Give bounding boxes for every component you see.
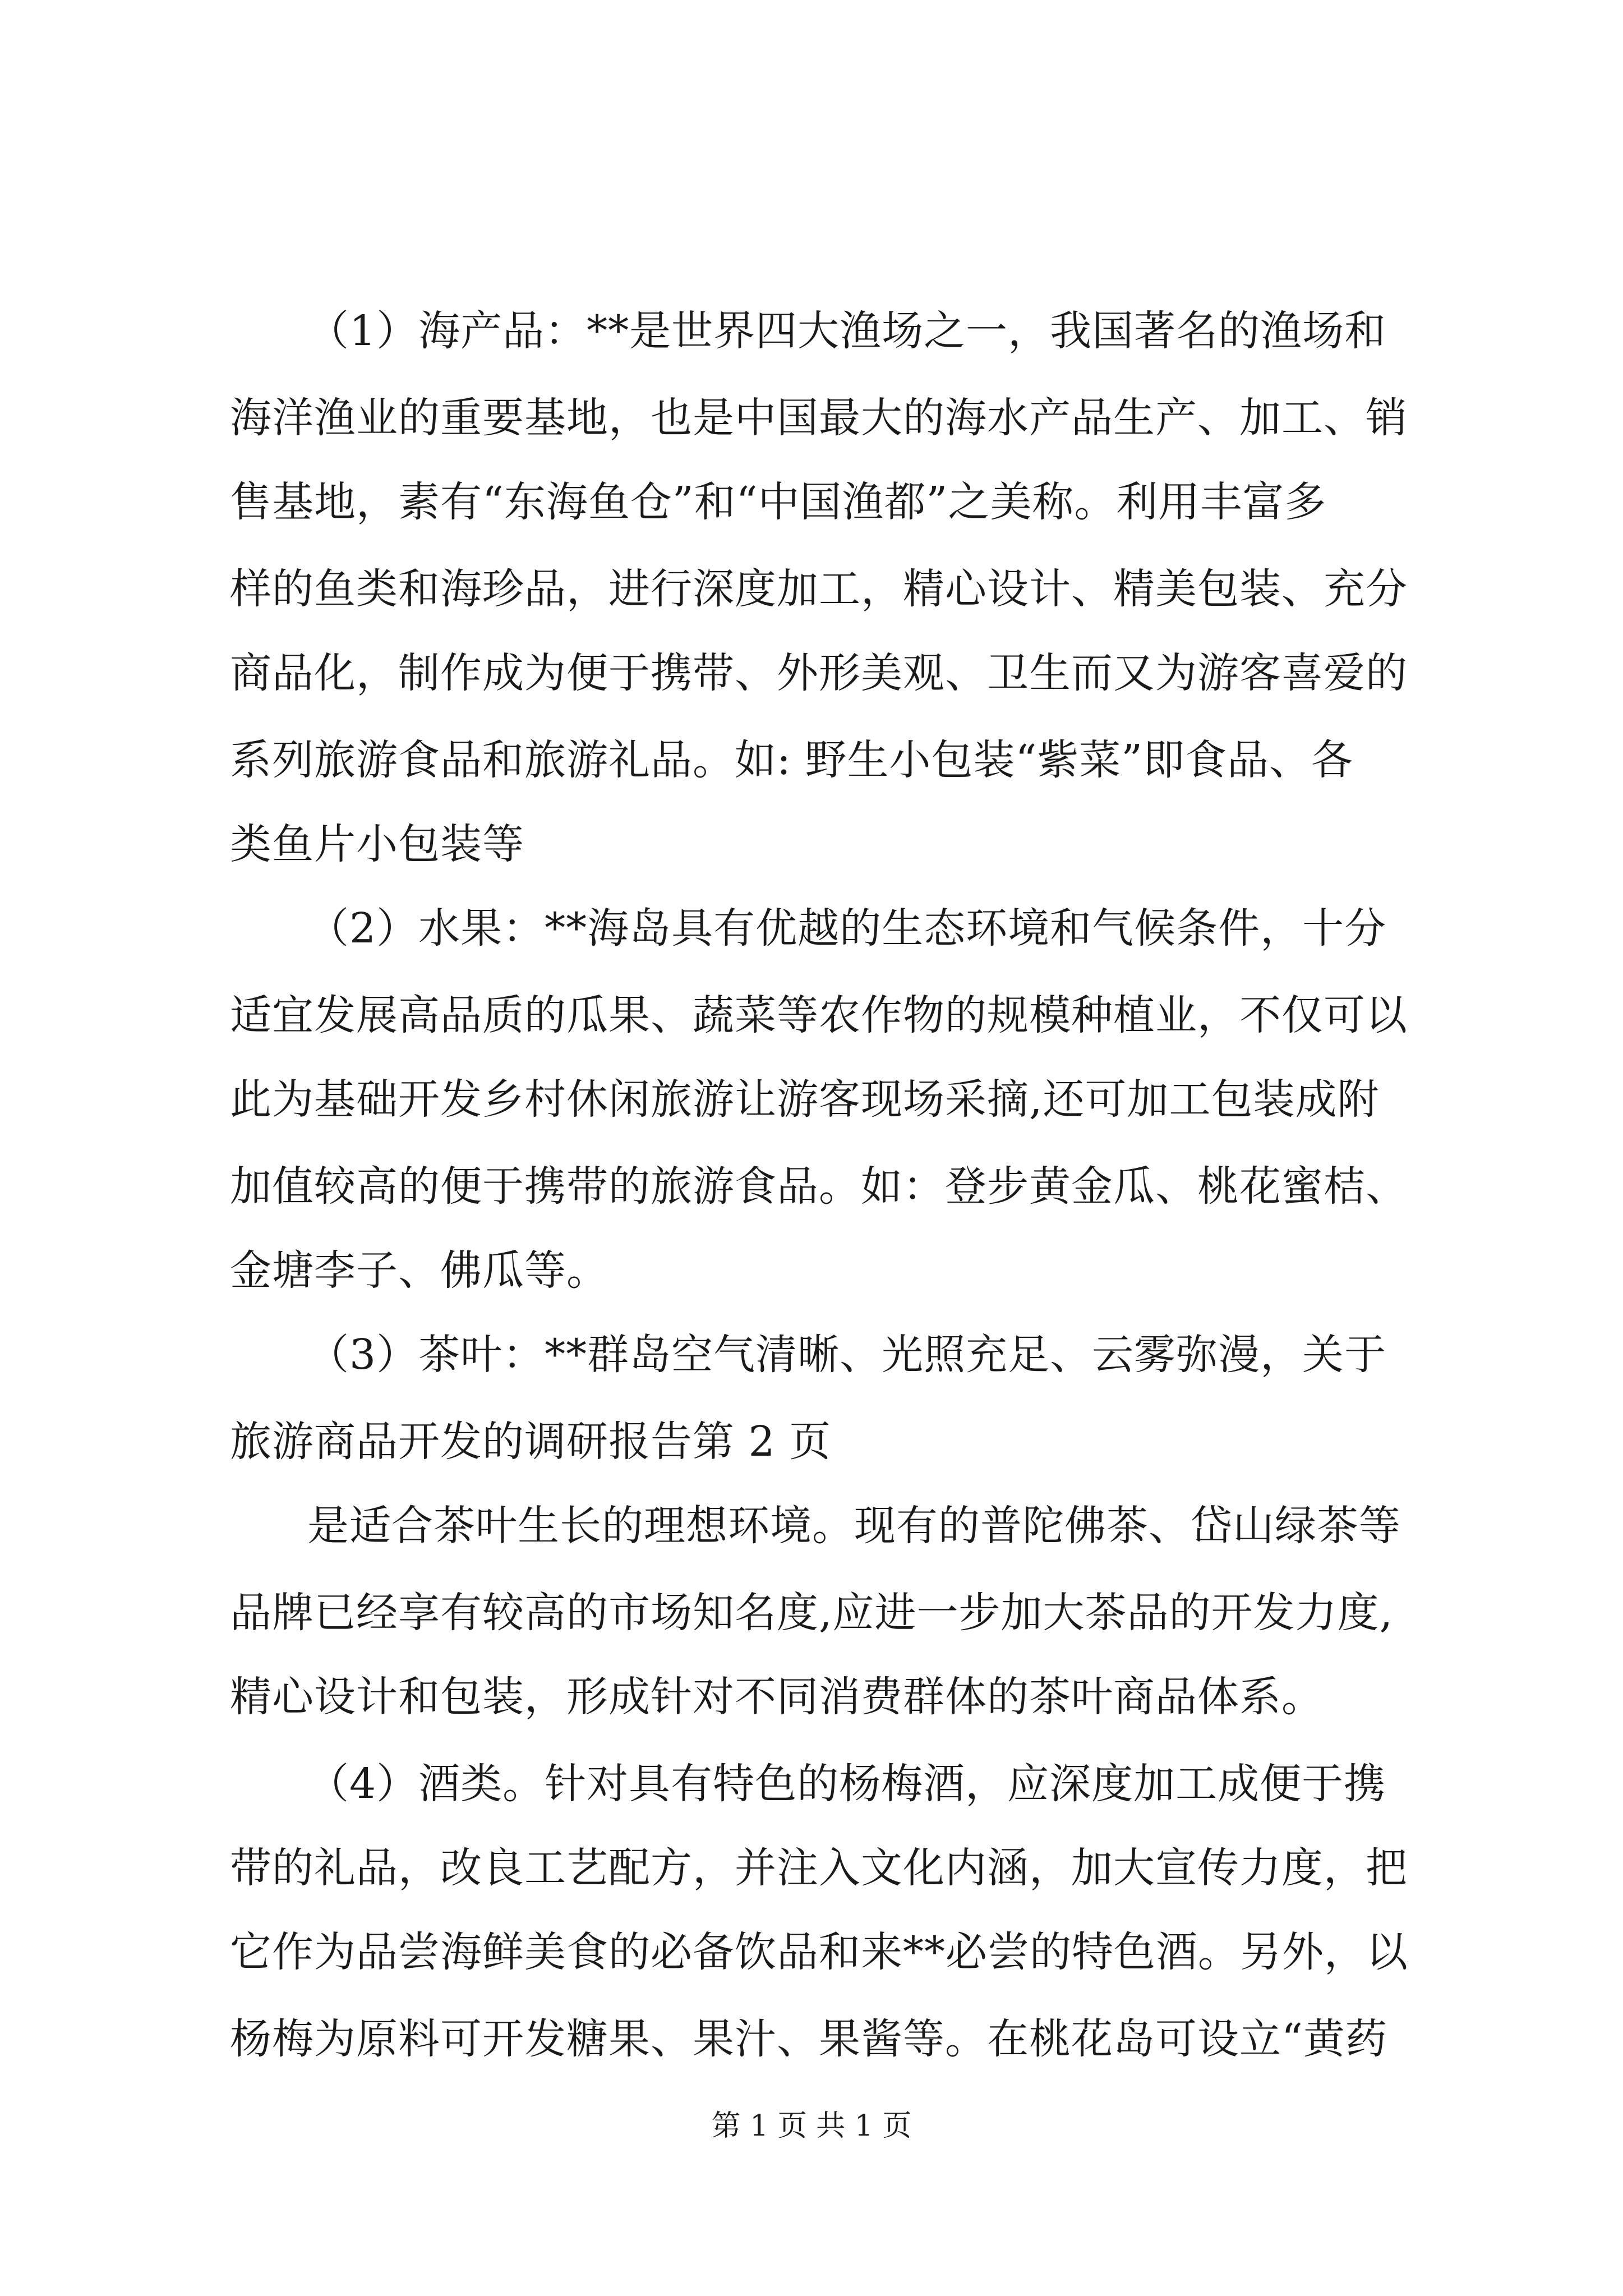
text-line: （1）海产品：**是世界四大渔场之一，我国著名的渔场和	[307, 307, 1387, 355]
text-line: 商品化，制作成为便于携带、外形美观、卫生而又为游客喜爱的	[230, 649, 1408, 697]
text-line: （3）茶叶：**群岛空气清晰、光照充足、云雾弥漫，关于	[307, 1331, 1387, 1379]
text-line: 海洋渔业的重要基地，也是中国最大的海水产品生产、加工、销	[230, 394, 1408, 442]
text-line: （4）酒类。针对具有特色的杨梅酒，应深度加工成便于携	[307, 1760, 1386, 1808]
text-line: 类鱼片小包装等	[230, 820, 524, 868]
text-line: 是适合茶叶生长的理想环境。现有的普陀佛茶、岱山绿茶等	[307, 1502, 1401, 1550]
text-line: 适宜发展高品质的瓜果、蔬菜等农作物的规模种植业，不仅可以	[230, 991, 1408, 1039]
text-line: 精心设计和包装，形成针对不同消费群体的茶叶商品体系。	[230, 1673, 1324, 1721]
text-line: （2）水果：**海岛具有优越的生态环境和气候条件，十分	[307, 904, 1387, 953]
text-line: 品牌已经享有较高的市场知名度,应进一步加大茶品的开发力度,	[230, 1589, 1394, 1637]
text-line: 售基地，素有“东海鱼仓”和“中国渔都”之美称。利用丰富多	[230, 478, 1327, 526]
text-line: 金塘李子、佛瓜等。	[230, 1246, 608, 1295]
text-line: 旅游商品开发的调研报告第 2 页	[230, 1418, 832, 1466]
text-line: 杨梅为原料可开发糖果、果汁、果酱等。在桃花岛可设立“黄药	[230, 2015, 1387, 2063]
text-line: 加值较高的便于携带的旅游食品。如：登步黄金瓜、桃花蜜桔、	[230, 1162, 1408, 1211]
text-line: 带的礼品，改良工艺配方，并注入文化内涵，加大宣传力度，把	[230, 1844, 1408, 1892]
text-line: 样的鱼类和海珍品，进行深度加工，精心设计、精美包装、充分	[230, 565, 1408, 613]
page-footer: 第 1 页 共 1 页	[711, 2109, 912, 2143]
text-line: 系列旅游食品和旅游礼品。如: 野生小包装“紫菜”即食品、各	[230, 736, 1354, 784]
text-line: 它作为品尝海鲜美食的必备饮品和来**必尝的特色酒。另外，以	[230, 1928, 1408, 1976]
text-line: 此为基础开发乡村休闲旅游让游客现场采摘,还可加工包装成附	[230, 1075, 1380, 1124]
